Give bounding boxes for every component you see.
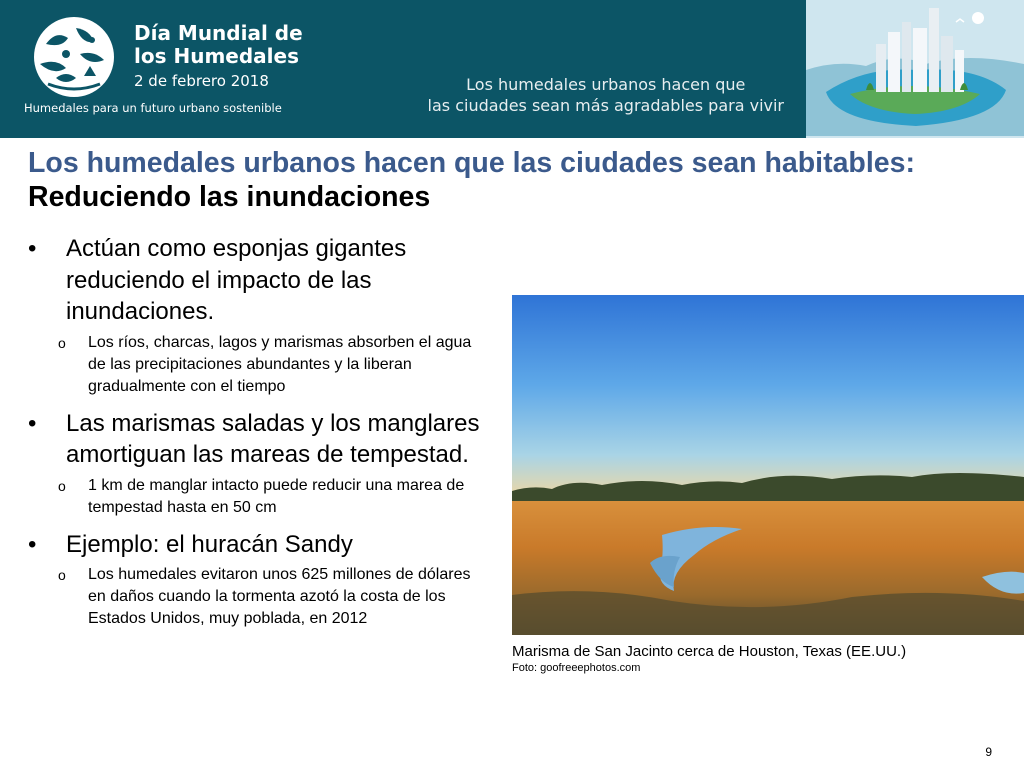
tagline-line1: Los humedales urbanos hacen que: [466, 75, 746, 94]
bullet-text: Las marismas saladas y los manglares amortiguan las mareas de tempestad.: [66, 409, 480, 468]
bullet-text: Ejemplo: el huracán Sandy: [66, 530, 353, 558]
sub-bullet-item: [28, 564, 488, 630]
marsh-photo-image: [512, 295, 1024, 635]
page-number: 9: [985, 745, 992, 759]
bullet-marker: •: [28, 530, 37, 558]
slide-title-main: Los humedales urbanos hacen que las ciudades sean habitables:: [28, 147, 915, 179]
wetlands-day-logo-icon: [26, 14, 122, 100]
header-banner: [0, 0, 1024, 138]
sub-bullet-marker: o: [58, 477, 66, 494]
event-title-line2: los Humedales: [134, 44, 299, 68]
sub-bullet-text: 1 km de manglar intacto puede reducir una marea de tempestad hasta en 50 cm: [88, 476, 465, 516]
bullet-item: [28, 529, 488, 561]
sub-bullet-item: [28, 332, 488, 398]
bullet-item: [28, 233, 488, 328]
photo-caption: Marisma de San Jacinto cerca de Houston, Texas (EE.UU.): [512, 643, 907, 660]
bullet-item: [28, 408, 488, 471]
slide-title: [28, 146, 988, 214]
event-title-line1: Día Mundial de: [134, 21, 303, 45]
bullet-list: [28, 233, 488, 640]
event-date: 2 de febrero 2018: [134, 72, 269, 90]
banner-tagline: [428, 74, 784, 116]
marsh-photo: [512, 295, 1024, 635]
sub-bullet-text: Los humedales evitaron unos 625 millones de dólares en daños cuando la tormenta azotó la costa de los Estados Unidos, muy poblada, en 2012: [88, 566, 471, 627]
sub-bullet-marker: o: [58, 334, 66, 351]
slide-title-accent: Reduciendo las inundaciones: [28, 181, 431, 213]
event-slogan: Humedales para un futuro urbano sostenible: [24, 101, 282, 115]
urban-island-illustration: [806, 0, 1024, 138]
event-title: [134, 22, 303, 68]
bullet-marker: •: [28, 235, 37, 262]
bullet-marker: •: [28, 409, 37, 437]
sub-bullet-item: [28, 475, 488, 519]
bullet-text: Actúan como esponjas gigantes reduciendo el impacto de las inundaciones.: [66, 235, 407, 325]
sub-bullet-marker: o: [58, 567, 66, 583]
sub-bullet-text: Los ríos, charcas, lagos y marismas absorben el agua de las precipitaciones abundantes y la liberan gradualmente con el tiempo: [88, 333, 472, 395]
tagline-line2: las ciudades sean más agradables para vivir: [427, 96, 784, 115]
photo-credit: Foto: goofreeephotos.com: [512, 662, 641, 674]
